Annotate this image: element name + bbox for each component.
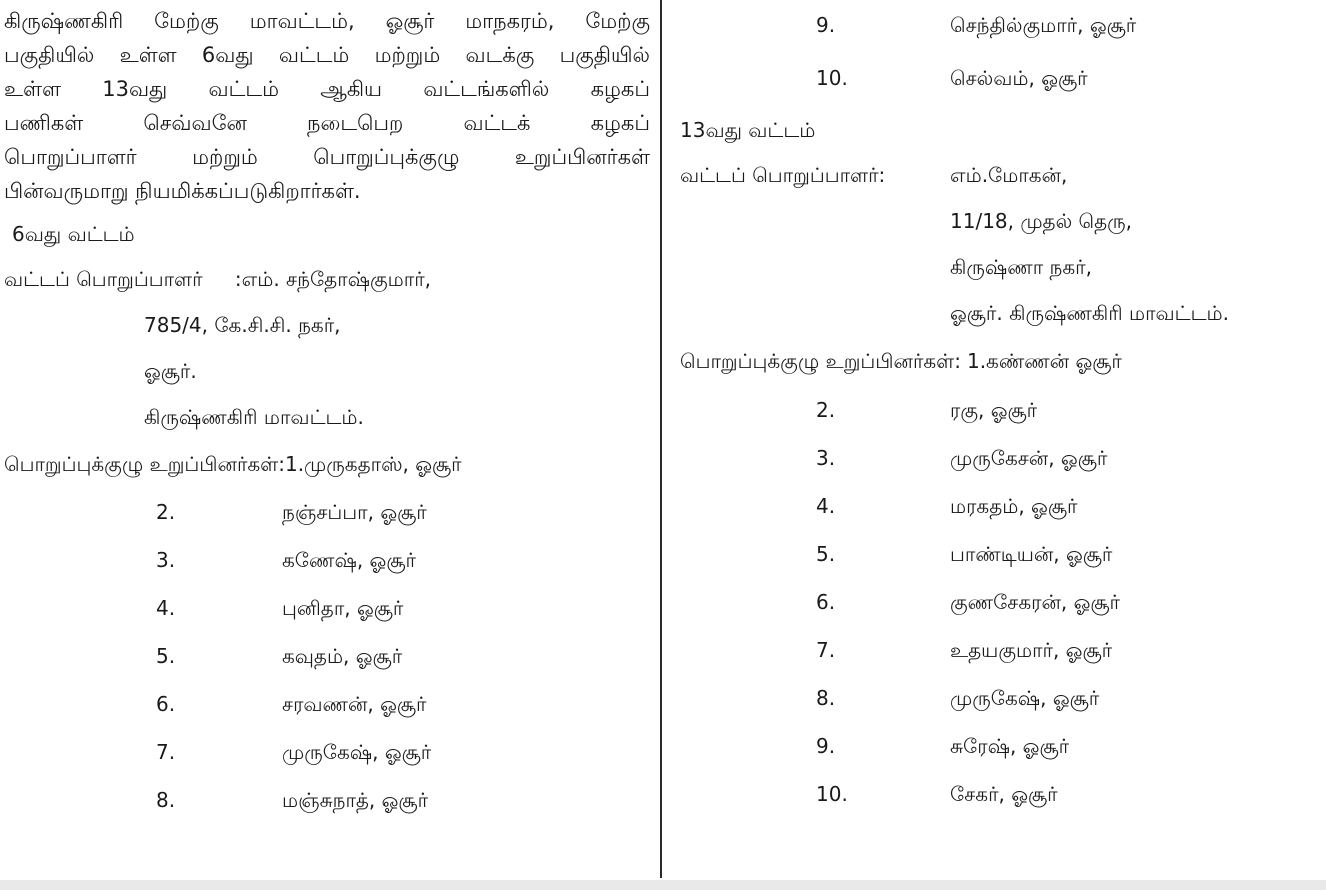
ward13-incharge-name: எம்.மோகன்,	[950, 163, 1068, 187]
intro-line: கிருஷ்ணகிரி மேற்கு மாவட்டம், ஓசூர் மாநகரம், மேற்கு	[4, 9, 650, 33]
ward6-address-line: 785/4, கே.சி.சி. நகர்,	[144, 313, 341, 337]
member-number: 10.	[816, 66, 848, 90]
member-number: 7.	[156, 740, 176, 764]
intro-line: பொறுப்பாளர் மற்றும் பொறுப்புக்குழு உறுப்பினர்கள்	[4, 145, 650, 169]
member-number: 8.	[156, 788, 176, 812]
ward6-first-member: 1.முருகதாஸ், ஓசூர்	[284, 452, 462, 476]
member-name: முருகேஷ், ஓசூர்	[950, 686, 1100, 710]
ward6-member-item	[4, 680, 652, 728]
ward13-address-line: ஓசூர். கிருஷ்ணகிரி மாவட்டம்.	[950, 301, 1229, 325]
ward6-member-item	[4, 728, 652, 776]
bottom-margin	[0, 880, 1326, 890]
ward6-members-row	[4, 440, 652, 488]
ward13-address-line: 11/18, முதல் தெரு,	[950, 209, 1133, 233]
member-number: 6.	[156, 692, 176, 716]
ward6-heading: 6வது வட்டம்	[12, 222, 135, 246]
member-name: உதயகுமார், ஓசூர்	[950, 638, 1113, 662]
ward13-member-item	[680, 770, 1320, 818]
member-number: 2.	[816, 398, 836, 422]
ward6-incharge-row	[4, 256, 652, 302]
ward6-member-item	[4, 632, 652, 680]
ward13-members-row	[680, 336, 1320, 386]
member-name: மரகதம், ஓசூர்	[950, 494, 1078, 518]
intro-line: பணிகள் செவ்வனே நடைபெற வட்டக் கழகப்	[4, 111, 650, 135]
member-number: 5.	[816, 542, 836, 566]
member-number: 9.	[816, 13, 836, 37]
member-name: புனிதா, ஓசூர்	[282, 596, 404, 620]
member-name: குணசேகரன், ஓசூர்	[950, 590, 1120, 614]
intro-line: உள்ள 13வது வட்டம் ஆகிய வட்டங்களில் கழகப்	[4, 77, 650, 101]
intro-paragraph	[4, 4, 652, 208]
ward6-member-item	[680, 54, 1320, 102]
intro-line: பகுதியில் உள்ள 6வது வட்டம் மற்றும் வடக்கு பகுதியில்	[4, 43, 650, 67]
member-name: ரகு, ஓசூர்	[950, 398, 1038, 422]
ward13-member-item	[680, 482, 1320, 530]
ward6-members-label: பொறுப்புக்குழு உறுப்பினர்கள்:	[4, 452, 285, 476]
ward13-members-label: பொறுப்புக்குழு உறுப்பினர்கள்:	[680, 349, 961, 373]
member-name: கணேஷ், ஓசூர்	[282, 548, 416, 572]
member-number: 6.	[816, 590, 836, 614]
ward13-member-item	[680, 674, 1320, 722]
ward13-incharge-label: வட்டப் பொறுப்பாளர்:	[680, 163, 886, 187]
member-number: 3.	[156, 548, 176, 572]
ward13-incharge-row	[680, 152, 1320, 198]
member-number: 2.	[156, 500, 176, 524]
ward6-address-line: கிருஷ்ணகிரி மாவட்டம்.	[144, 405, 364, 429]
ward6-address-line: ஓசூர்.	[144, 359, 197, 383]
member-name: சேகர், ஓசூர்	[950, 782, 1058, 806]
ward13-member-item	[680, 386, 1320, 434]
ward13-member-item	[680, 722, 1320, 770]
member-number: 10.	[816, 782, 848, 806]
member-name: செந்தில்குமார், ஓசூர்	[950, 13, 1137, 37]
ward13-member-item	[680, 530, 1320, 578]
member-name: நஞ்சப்பா, ஓசூர்	[282, 500, 427, 524]
member-number: 7.	[816, 638, 836, 662]
ward13-member-item	[680, 578, 1320, 626]
member-name: முருகேஷ், ஓசூர்	[282, 740, 432, 764]
member-number: 4.	[156, 596, 176, 620]
member-number: 5.	[156, 644, 176, 668]
intro-line: பின்வருமாறு நியமிக்கப்படுகிறார்கள்.	[4, 179, 361, 203]
ward6-incharge-label: வட்டப் பொறுப்பாளர்	[4, 267, 203, 291]
member-number: 8.	[816, 686, 836, 710]
member-name: சரவணன், ஓசூர்	[282, 692, 427, 716]
ward6-incharge-name: :எம். சந்தோஷ்குமார்,	[234, 267, 432, 291]
member-name: செல்வம், ஓசூர்	[950, 66, 1088, 90]
ward6-member-item	[4, 776, 652, 824]
member-name: சுரேஷ், ஓசூர்	[950, 734, 1070, 758]
member-name: மஞ்சுநாத், ஓசூர்	[282, 788, 429, 812]
ward13-first-member: 1.கண்ணன் ஓசூர்	[966, 349, 1122, 373]
ward6-member-item	[4, 488, 652, 536]
ward13-heading: 13வது வட்டம்	[680, 118, 816, 142]
ward13-member-item	[680, 434, 1320, 482]
member-number: 9.	[816, 734, 836, 758]
member-number: 4.	[816, 494, 836, 518]
ward13-address-line: கிருஷ்ணா நகர்,	[950, 255, 1092, 279]
ward13-member-item	[680, 626, 1320, 674]
right-column	[680, 4, 1320, 818]
member-number: 3.	[816, 446, 836, 470]
left-column	[4, 4, 652, 824]
member-name: கவுதம், ஓசூர்	[282, 644, 403, 668]
member-name: பாண்டியன், ஓசூர்	[950, 542, 1113, 566]
member-name: முருகேசன், ஓசூர்	[950, 446, 1108, 470]
ward6-member-item	[4, 584, 652, 632]
ward6-member-item	[4, 536, 652, 584]
ward6-member-item	[680, 4, 1320, 54]
column-divider	[660, 0, 662, 878]
